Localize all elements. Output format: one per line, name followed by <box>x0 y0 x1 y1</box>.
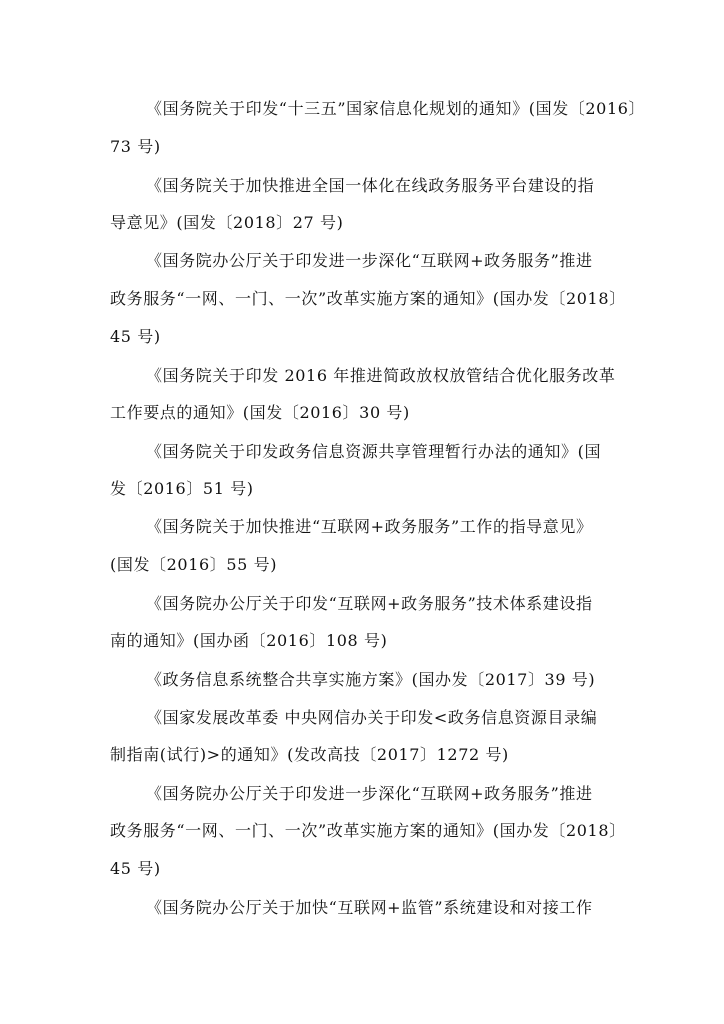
text-line: 发〔2016〕51 号) <box>110 479 254 498</box>
text-line: (国发〔2016〕55 号) <box>110 555 278 574</box>
text-line: 《国务院关于加快推进全国一体化在线政务服务平台建设的指 <box>146 176 595 195</box>
text-line: 《国务院办公厅关于加快“互联网+监管”系统建设和对接工作 <box>146 898 593 917</box>
text-line: 《国家发展改革委 中央网信办关于印发<政务信息资源目录编 <box>146 708 598 727</box>
text-line: 《国务院关于印发政务信息资源共享管理暂行办法的通知》(国 <box>146 442 602 461</box>
text-line: 《国务院关于印发“十三五”国家信息化规划的通知》(国发〔2016〕 <box>146 99 646 118</box>
text-line: 45 号) <box>110 327 161 346</box>
text-line: 政务服务“一网、一门、一次”改革实施方案的通知》(国办发〔2018〕 <box>110 289 626 308</box>
text-line: 73 号) <box>110 137 161 156</box>
text-line: 《国务院办公厅关于印发进一步深化“互联网+政务服务”推进 <box>146 784 593 803</box>
text-line: 政务服务“一网、一门、一次”改革实施方案的通知》(国办发〔2018〕 <box>110 821 626 840</box>
text-line: 45 号) <box>110 859 161 878</box>
text-line: 制指南(试行)>的通知》(发改高技〔2017〕1272 号) <box>110 745 509 764</box>
text-line: 《国务院办公厅关于印发进一步深化“互联网+政务服务”推进 <box>146 251 593 270</box>
text-line: 《国务院关于加快推进“互联网+政务服务”工作的指导意见》 <box>146 517 593 536</box>
text-line: 导意见》(国发〔2018〕27 号) <box>110 213 344 232</box>
text-line: 工作要点的通知》(国发〔2016〕30 号) <box>110 403 410 422</box>
text-line: 《国务院关于印发 2016 年推进简政放权放管结合优化服务改革 <box>146 366 616 385</box>
text-line: 南的通知》(国办函〔2016〕108 号) <box>110 631 388 650</box>
text-line: 《国务院办公厅关于印发“互联网+政务服务”技术体系建设指 <box>146 594 593 613</box>
text-line: 《政务信息系统整合共享实施方案》(国办发〔2017〕39 号) <box>146 670 596 689</box>
